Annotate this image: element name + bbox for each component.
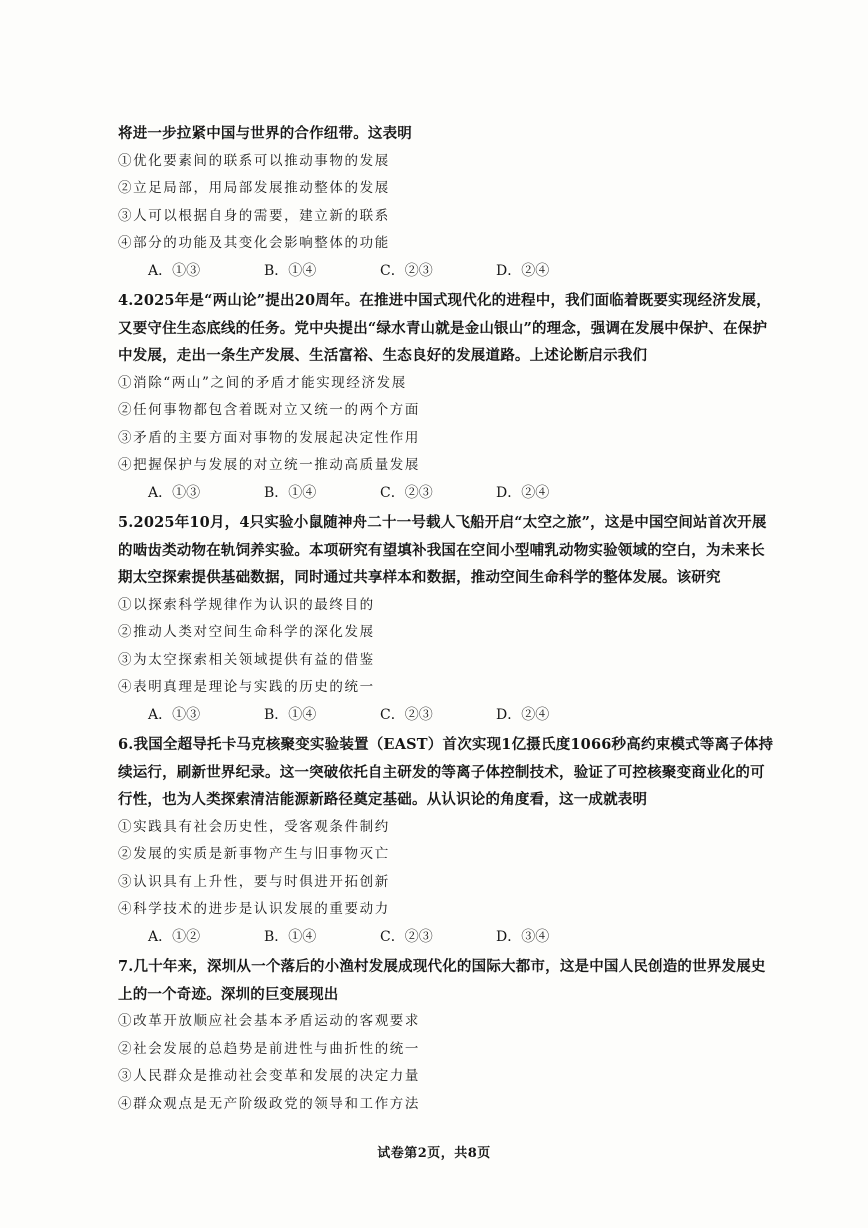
option-2: ②社会发展的总趋势是前进性与曲折性的统一: [118, 1040, 420, 1057]
choice-a: A．①③: [148, 262, 201, 279]
question-7: [118, 953, 778, 1118]
choice-d: D．③④: [496, 928, 550, 945]
choice-d: D．②④: [496, 262, 550, 279]
option-2: ②推动人类对空间生命科学的深化发展: [118, 624, 375, 640]
option-1: ①改革开放顺应社会基本矛盾运动的客观要求: [118, 1013, 420, 1029]
question-3-continued: [118, 120, 778, 285]
choice-a: A．①③: [148, 706, 201, 723]
option-1: ①实践具有社会历史性，受客观条件制约: [118, 818, 390, 835]
choice-b: B．①④: [264, 484, 317, 501]
question-stem: 7.几十年来，深圳从一个落后的小渔村发展成现代化的国际大都市，这是中国人民创造的世界发展史上的一个奇迹。深圳的巨变展现出: [118, 958, 766, 1003]
option-3: ③人民群众是推动社会变革和发展的决定力量: [118, 1068, 420, 1084]
question-4: [118, 287, 778, 507]
question-6: [118, 731, 778, 951]
option-4: ④群众观点是无产阶级政党的领导和工作方法: [118, 1095, 420, 1112]
choice-b: B．①④: [264, 706, 317, 723]
choice-b: B．①④: [264, 928, 317, 945]
choice-c: C．②③: [380, 262, 433, 279]
choice-d: D．②④: [496, 484, 550, 501]
answer-choices: [118, 480, 778, 508]
option-1: ①消除“两山”之间的矛盾才能实现经济发展: [118, 374, 407, 391]
choice-a: A．①②: [148, 928, 201, 945]
option-3: ③为太空探索相关领域提供有益的借鉴: [118, 651, 375, 668]
page-footer: 试卷第2页，共8页: [377, 1146, 491, 1161]
question-stem: 5.2025年10月，4只实验小鼠随神舟二十一号载人飞船开启“太空之旅”，这是中国空间站首次开展的啮齿类动物在轨饲养实验。本项研究有望填补我国在空间小型哺乳动物实验领域的空白，为未来长期太空探索提供基础数据，同时通过共享样本和数据，推动空间生命科学的整体发展。该研究: [118, 514, 767, 586]
question-stem: 将进一步拉紧中国与世界的合作纽带。这表明: [118, 125, 412, 142]
option-3: ③人可以根据自身的需要，建立新的联系: [118, 207, 390, 224]
option-2: ②发展的实质是新事物产生与旧事物灭亡: [118, 846, 390, 862]
option-3: ③认识具有上升性，要与时俱进开拓创新: [118, 873, 390, 890]
question-5: [118, 509, 778, 729]
choice-c: C．②③: [380, 706, 433, 723]
answer-choices: [118, 702, 778, 730]
question-stem: 6.我国全超导托卡马克核聚变实验装置（EAST）首次实现1亿摄氏度1066秒高约束模式等离子体持续运行，刷新世界纪录。这一突破依托自主研发的等离子体控制技术，验证了可控核聚变商业化的可行性，也为人类探索清洁能源新路径奠定基础。从认识论的角度看，这一成就表明: [118, 736, 774, 808]
option-4: ④表明真理是理论与实践的历史的统一: [118, 679, 375, 695]
choice-d: D．②④: [496, 706, 550, 723]
option-3: ③矛盾的主要方面对事物的发展起决定性作用: [118, 429, 420, 446]
question-stem: 4.2025年是“两山论”提出20周年。在推进中国式现代化的进程中，我们面临着既要实现经济发展，又要守住生态底线的任务。党中央提出“绿水青山就是金山银山”的理念，强调在发展中保护、在保护中发展，走出一条生产发展、生活富裕、生态良好的发展道路。上述论断启示我们: [118, 292, 771, 364]
option-4: ④部分的功能及其变化会影响整体的功能: [118, 235, 390, 251]
option-4: ④把握保护与发展的对立统一推动高质量发展: [118, 457, 420, 473]
option-1: ①以探索科学规律作为认识的最终目的: [118, 596, 375, 613]
choice-b: B．①④: [264, 262, 317, 279]
option-2: ②立足局部，用局部发展推动整体的发展: [118, 180, 390, 196]
question-content: [118, 120, 778, 1118]
option-1: ①优化要素间的联系可以推动事物的发展: [118, 152, 390, 169]
option-4: ④科学技术的进步是认识发展的重要动力: [118, 901, 390, 917]
option-2: ②任何事物都包含着既对立又统一的两个方面: [118, 402, 420, 418]
answer-choices: [118, 924, 778, 952]
choice-a: A．①③: [148, 484, 201, 501]
choice-c: C．②③: [380, 484, 433, 501]
answer-choices: [118, 258, 778, 286]
choice-c: C．②③: [380, 928, 433, 945]
